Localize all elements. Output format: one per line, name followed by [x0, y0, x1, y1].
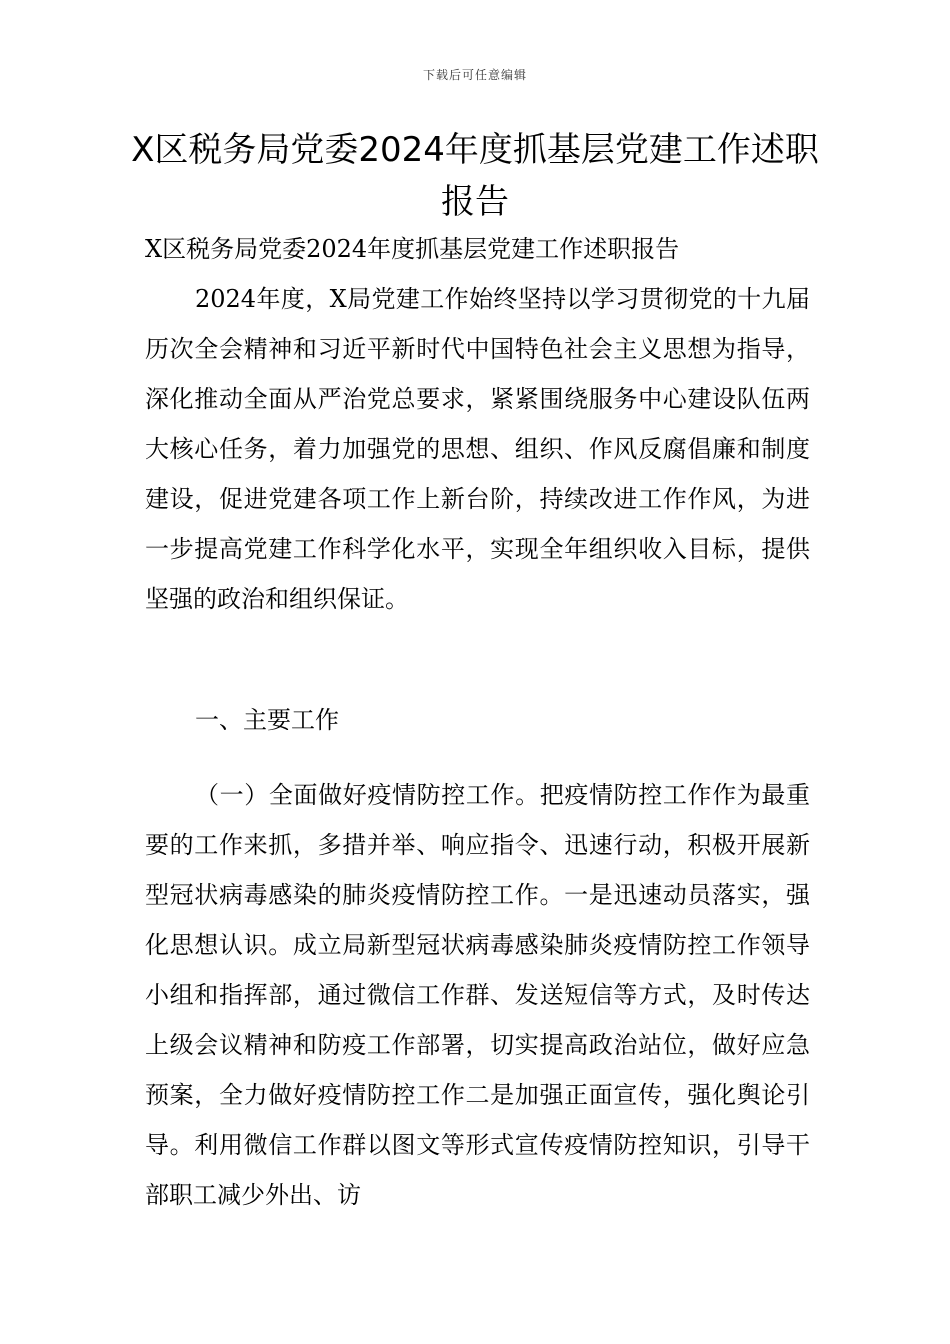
header-note: 下载后可任意编辑 — [422, 68, 527, 82]
document-title: X区税务局党委2024年度抓基层党建工作述职报告 — [131, 130, 819, 222]
section-heading: 一、主要工作 — [195, 706, 339, 734]
document-subtitle: X区税务局党委2024年度抓基层党建工作述职报告 — [145, 235, 680, 263]
intro-paragraph: 2024年度，X局党建工作始终坚持以学习贯彻党的十九届历次全会精神和习近平新时代中国特色社会主义思想为指导，深化推动全面从严治党总要求，紧紧围绕服务中心建设队伍两大核心任务，着力加强党的思想、组织、作风反腐倡廉和制度建设，促进党建各项工作上新台阶，持续改进工作作风，为进一步提高党建工作科学化水平，实现全年组织收入目标，提供坚强的政治和组织保证。 — [145, 285, 810, 613]
section-paragraph: （一）全面做好疫情防控工作。把疫情防控工作作为最重要的工作来抓，多措并举、响应指令、迅速行动，积极开展新型冠状病毒感染的肺炎疫情防控工作。一是迅速动员落实，强化思想认识。成立局新型冠状病毒感染肺炎疫情防控工作领导小组和指挥部，通过微信工作群、发送短信等方式，及时传达上级会议精神和防疫工作部署，切实提高政治站位，做好应急预案，全力做好疫情防控工作二是加强正面宣传，强化舆论引导。利用微信工作群以图文等形式宣传疫情防控知识，引导干部职工减少外出、访 — [145, 781, 810, 1209]
